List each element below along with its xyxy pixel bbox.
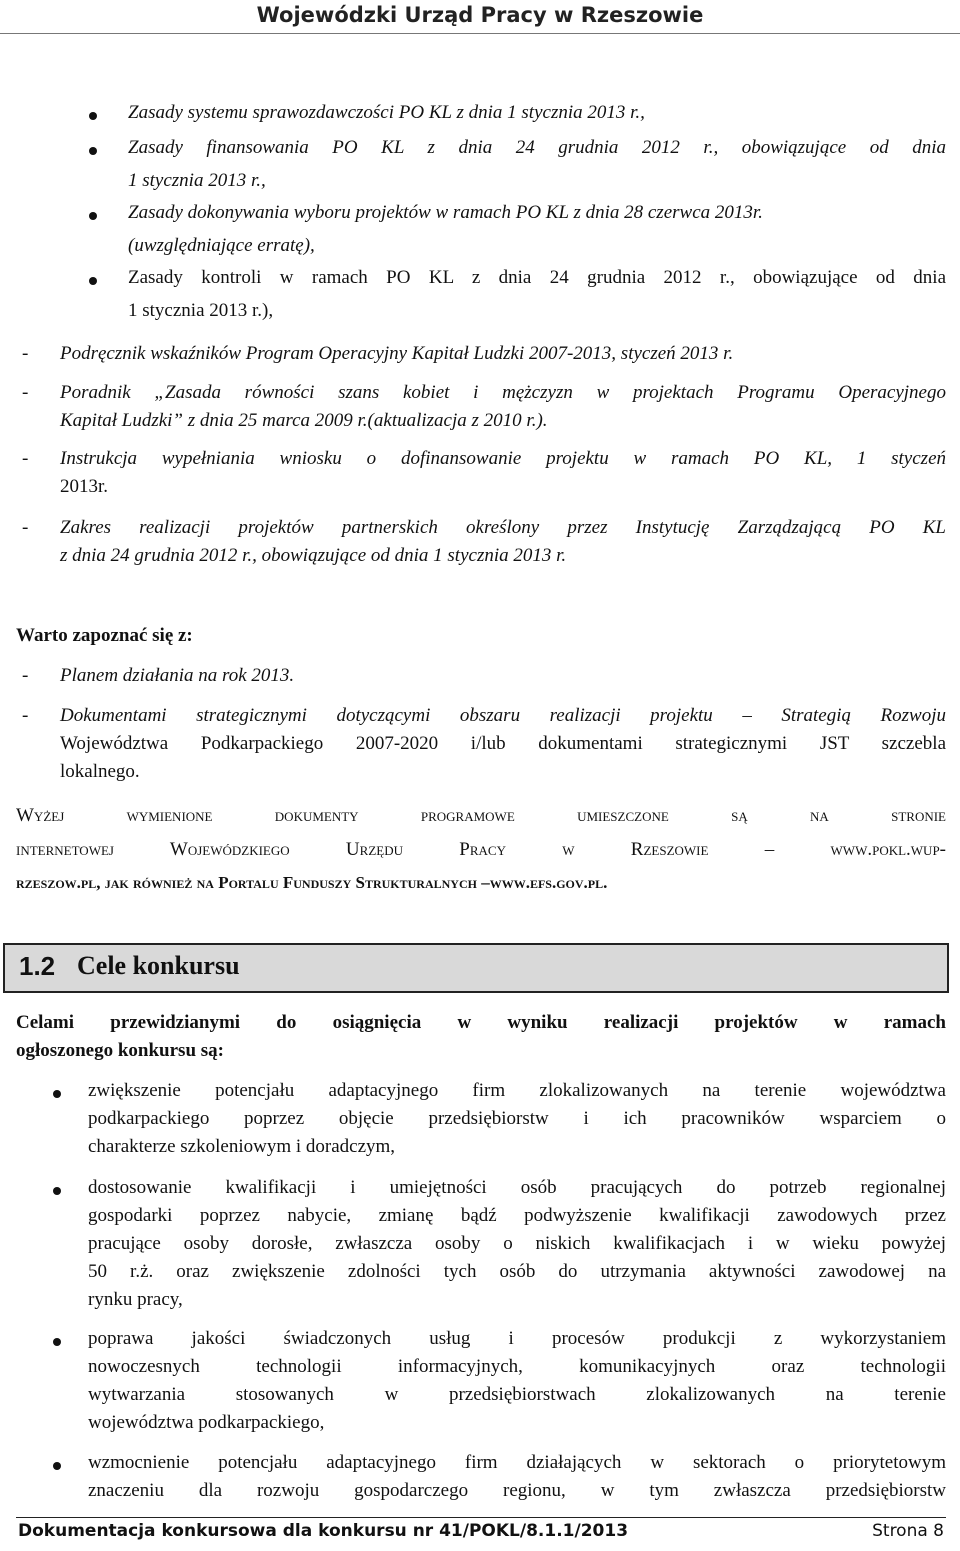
goal-line: wzmocnienie potencjału adaptacyjnego firm działających w sektorach o priorytetowym (88, 1452, 946, 1473)
bullet-dot (53, 1090, 61, 1098)
goal-line: zwiększenie potencjału adaptacyjnego firm zlokalizowanych na terenie województwa (88, 1080, 946, 1101)
goal-line: podkarpackiego poprzez objęcie przedsiębiorstw i ich pracowników wsparciem o (88, 1108, 946, 1129)
section-number: 1.2 (19, 951, 56, 981)
list-item: Dokumentami strategicznymi dotyczącymi obszaru realizacji projektu – Strategią Rozwoju (60, 705, 946, 726)
list-item-cont: Kapitał Ludzki” z dnia 25 marca 2009 r.(aktualizacja z 2010 r.). (60, 410, 548, 431)
goal-line: gospodarki poprzez nabycie, zmianę bądź podwyższenie kwalifikacji zawodowych przez (88, 1205, 946, 1226)
list-item-cont: Województwa Podkarpackiego 2007-2020 i/lub dokumentami strategicznymi JST szczebla (60, 733, 946, 754)
dash-marker: - (22, 382, 29, 403)
goal-line: 50 r.ż. oraz zwiększenie zdolności tych osób do utrzymania aktywności zawodowej na (88, 1261, 946, 1282)
dash-marker: - (22, 705, 29, 726)
section-title: Cele konkursu (77, 951, 240, 980)
goal-line: nowoczesnych technologii informacyjnych, komunikacyjnych oraz technologii (88, 1356, 946, 1377)
dash-marker: - (22, 448, 29, 469)
list-item-cont: 1 stycznia 2013 r.), (128, 300, 274, 321)
goal-line: dostosowanie kwalifikacji i umiejętności osób pracujących do potrzeb regionalnej (88, 1177, 946, 1198)
intro-line: ogłoszonego konkursu są: (16, 1040, 224, 1061)
list-item: Zasady dokonywania wyboru projektów w ramach PO KL z dnia 28 czerwca 2013r. (128, 202, 763, 223)
dash-marker: - (22, 517, 29, 538)
footer-page-number: Strona 8 (872, 1521, 944, 1541)
notice-line: internetowej Wojewódzkiego Urzędu Pracy w Rzeszowie – www.pokl.wup- (16, 839, 946, 860)
list-item-cont: 2013r. (60, 476, 109, 497)
list-item-cont: (uwzględniające erratę), (128, 235, 315, 256)
dash-marker: - (22, 665, 29, 686)
intro-line: Celami przewidzianymi do osiągnięcia w wyniku realizacji projektów w ramach (16, 1012, 946, 1033)
bullet-dot (89, 147, 97, 155)
footer-rule (16, 1517, 946, 1518)
dash-marker: - (22, 343, 29, 364)
bullet-dot (53, 1462, 61, 1470)
section-header (3, 943, 949, 993)
goal-line: znaczeniu dla rozwoju gospodarczego regionu, w tym zwłaszcza przedsiębiorstw (88, 1480, 946, 1501)
list-item: Planem działania na rok 2013. (60, 665, 295, 686)
list-item: Zasady finansowania PO KL z dnia 24 grudnia 2012 r., obowiązujące od dnia (128, 137, 946, 158)
list-item-cont: 1 stycznia 2013 r., (128, 170, 266, 191)
goal-line: pracujące osoby dorosłe, zwłaszcza osoby o niskich kwalifikacjach i w wieku powyżej (88, 1233, 946, 1254)
list-item-cont: z dnia 24 grudnia 2012 r., obowiązujące od dnia 1 stycznia 2013 r. (60, 545, 567, 566)
goal-line: wytwarzania stosowanych w przedsiębiorstwach zlokalizowanych na terenie (88, 1384, 946, 1405)
bullet-dot (89, 212, 97, 220)
footer-doc-title: Dokumentacja konkursowa dla konkursu nr 41/POKL/8.1.1/2013 (18, 1521, 629, 1541)
warto-heading: Warto zapoznać się z: (16, 625, 193, 646)
list-item: Zasady kontroli w ramach PO KL z dnia 24 grudnia 2012 r., obowiązujące od dnia (128, 267, 946, 288)
goal-line: charakterze szkoleniowym i doradczym, (88, 1136, 396, 1157)
goal-line: poprawa jakości świadczonych usług i procesów produkcji z wykorzystaniem (88, 1328, 946, 1349)
goal-line: rynku pracy, (88, 1289, 183, 1310)
list-item: Zakres realizacji projektów partnerskich określony przez Instytucję Zarządzającą PO KL (60, 517, 946, 538)
list-item: Podręcznik wskaźników Program Operacyjny Kapitał Ludzki 2007-2013, styczeń 2013 r. (60, 343, 734, 364)
bullet-dot (89, 277, 97, 285)
bullet-dot (53, 1187, 61, 1195)
bullet-dot (89, 112, 97, 120)
page-header (0, 0, 960, 34)
list-item-cont: lokalnego. (60, 761, 140, 782)
header-title: Wojewódzki Urząd Pracy w Rzeszowie (256, 3, 704, 27)
notice-line: rzeszow.pl, jak również na Portalu Funduszy Strukturalnych –www.efs.gov.pl. (16, 873, 608, 892)
goal-line: województwa podkarpackiego, (88, 1412, 325, 1433)
list-item: Instrukcja wypełniania wniosku o dofinansowanie projektu w ramach PO KL, 1 styczeń (60, 448, 946, 469)
bullet-dot (53, 1338, 61, 1346)
list-item: Zasady systemu sprawozdawczości PO KL z dnia 1 stycznia 2013 r., (128, 102, 645, 123)
list-item: Poradnik „Zasada równości szans kobiet i mężczyzn w projektach Programu Operacyjnego (60, 382, 946, 403)
notice-line: Wyżej wymienione dokumenty programowe umieszczone są na stronie (16, 805, 946, 826)
